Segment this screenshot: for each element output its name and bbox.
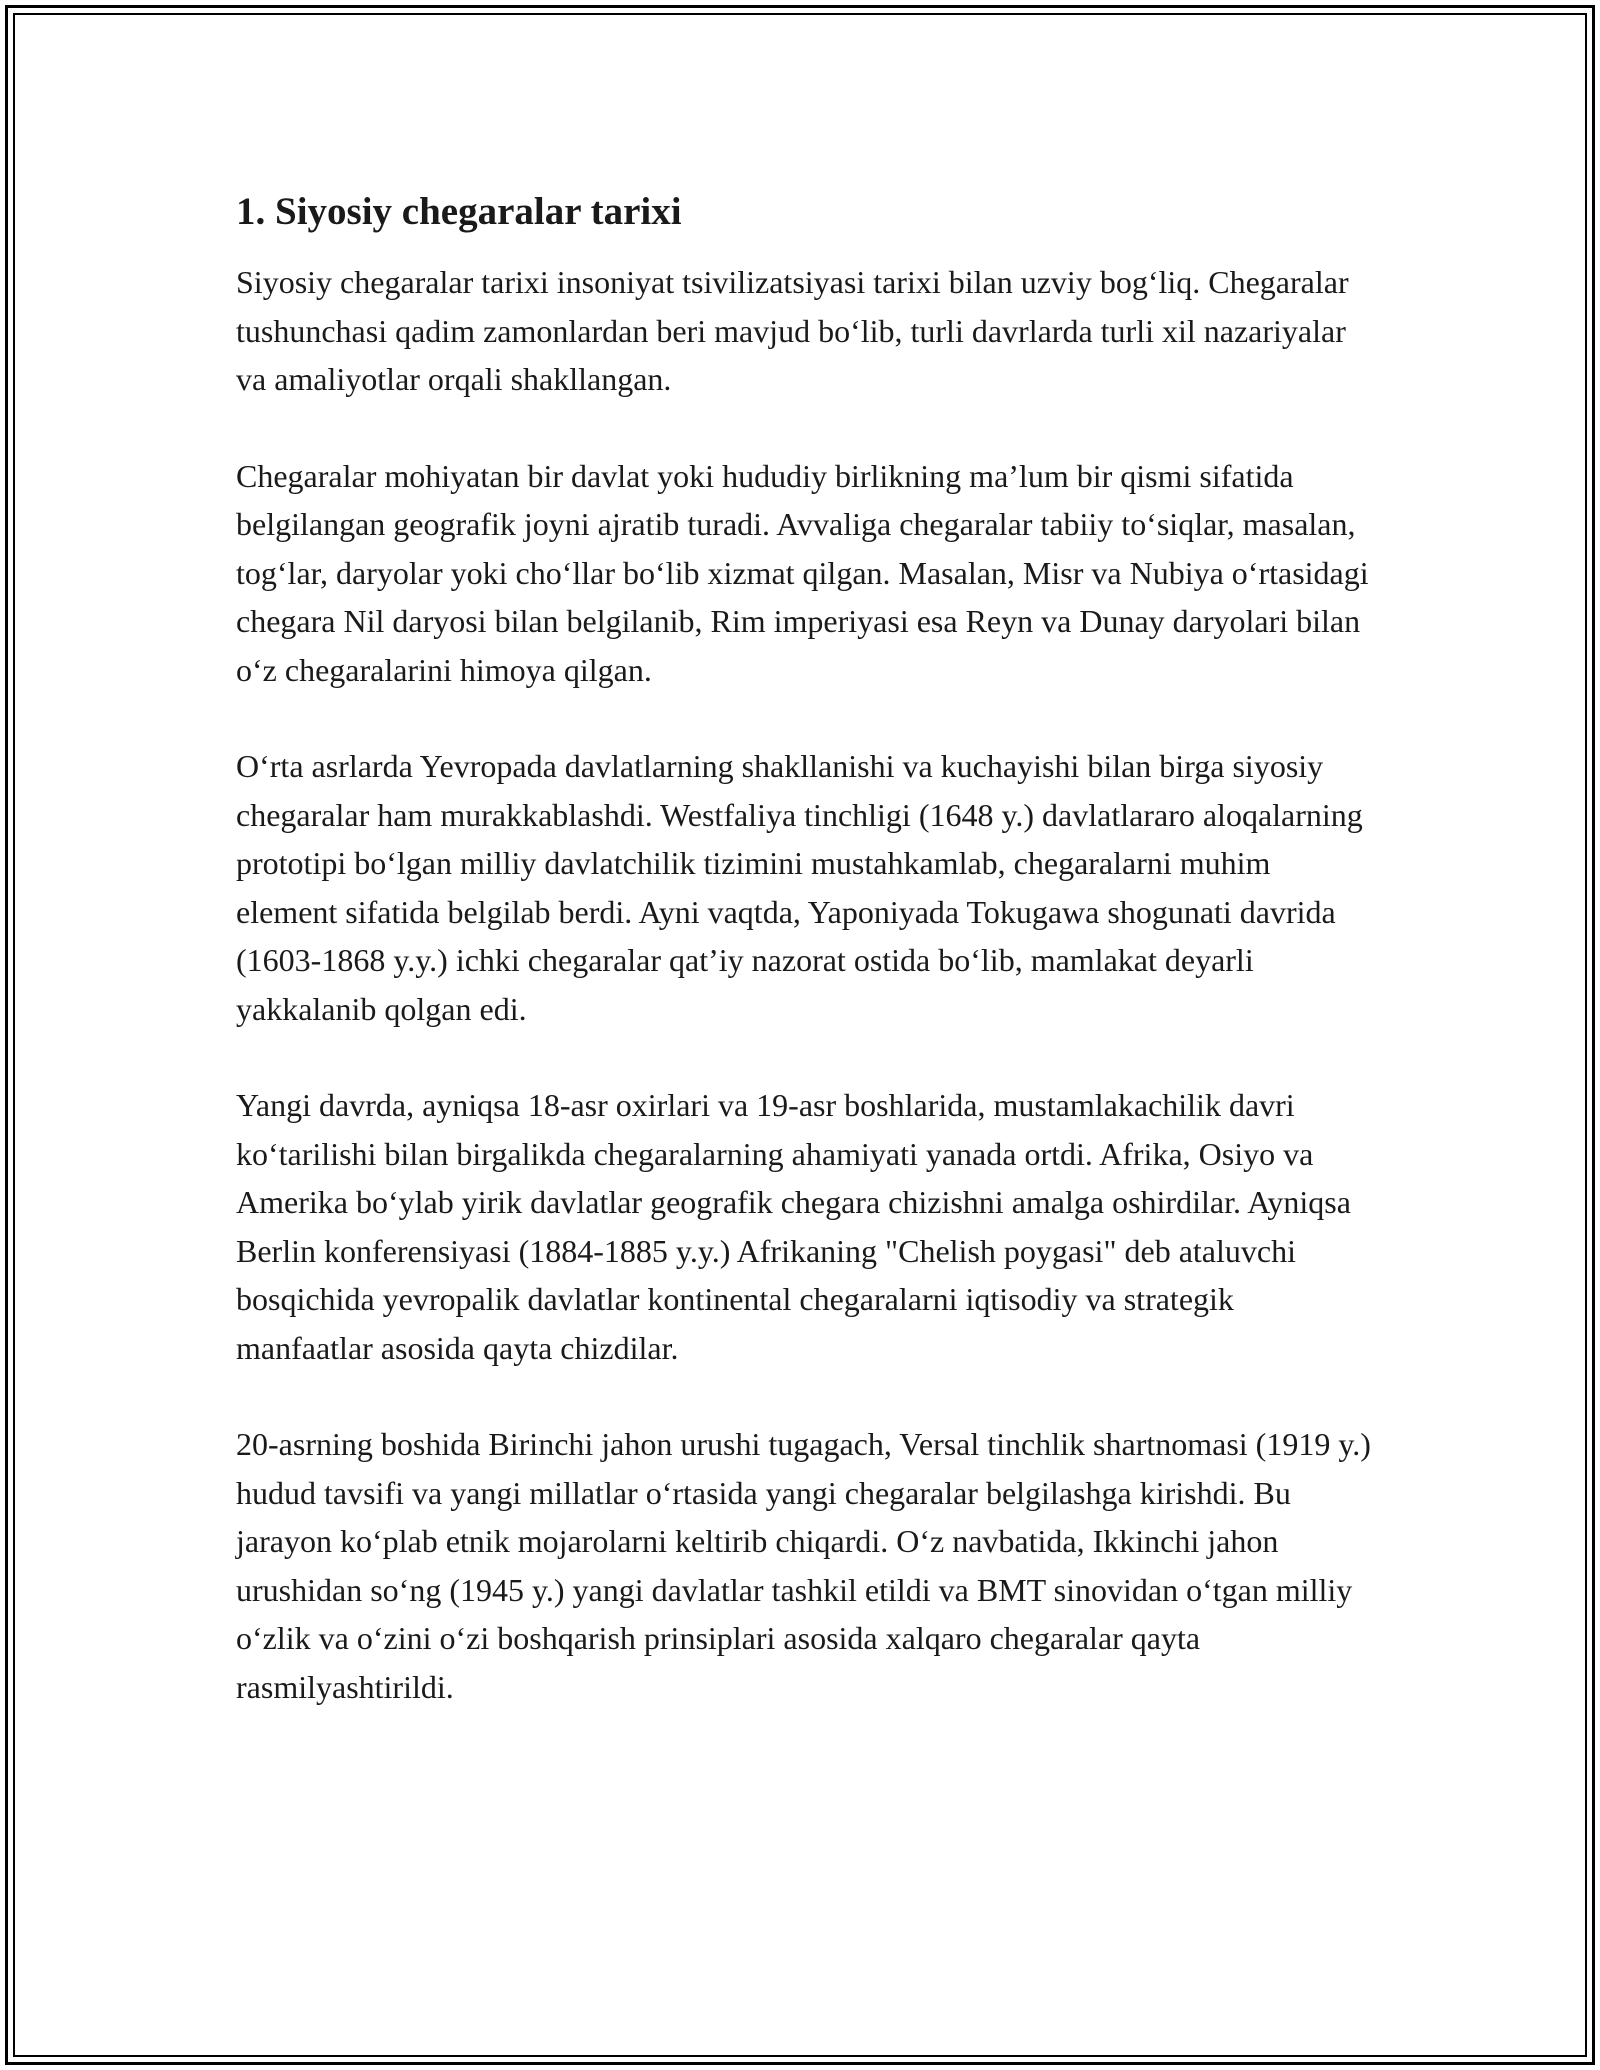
paragraph-5: 20-asrning boshida Birinchi jahon urushi tugagach, Versal tinchlik shartnomasi (1919 y.) hudud tavsifi va yangi millatlar o‘rtasida yangi chegaralar belgilashga kirishdi. Bu jarayon ko‘plab etnik mojarolarni keltirib chiqardi. O‘z navbatida, Ikkinchi jahon urushidan so‘ng (1945 y.) yangi davlatlar tashkil etildi va BMT sinovidan o‘tgan milliy o‘zlik va o‘zini o‘zi boshqarish prinsiplari asosida xalqaro chegaralar qayta rasmilyashtirildi. <box>236 1426 1371 1705</box>
paragraph-2: Chegaralar mohiyatan bir davlat yoki hududiy birlikning ma’lum bir qismi sifatida belgilangan geografik joyni ajratib turadi. Avvaliga chegaralar tabiiy to‘siqlar, masalan, tog‘lar, daryolar yoki cho‘llar bo‘lib xizmat qilgan. Masalan, Misr va Nubiya o‘rtasidagi chegara Nil daryosi bilan belgilanib, Rim imperiyasi esa Reyn va Dunay daryolari bilan o‘z chegaralarini himoya qilgan. <box>236 457 1369 688</box>
paragraph-4: Yangi davrda, ayniqsa 18-asr oxirlari va 19-asr boshlarida, mustamlakachilik davri ko‘tarilishi bilan birgalikda chegaralarning ahamiyati yanada ortdi. Afrika, Osiyo va Amerika bo‘ylab yirik davlatlar geografik chegara chizishni amalga oshirdilar. Ayniqsa Berlin konferensiyasi (1884-1885 y.y.) Afrikaning "Chelish poygasi" deb ataluvchi bosqichida yevropalik davlatlar kontinental chegaralarni iqtisodiy va strategik manfaatlar asosida qayta chizdilar. <box>236 1087 1351 1366</box>
paragraph-3: O‘rta asrlarda Yevropada davlatlarning shakllanishi va kuchayishi bilan birga siyosiy chegaralar ham murakkablashdi. Westfaliya tinchligi (1648 y.) davlatlararo aloqalarning prototipi bo‘lgan milliy davlatchilik tizimini mustahkamlab, chegaralarni muhim element sifatida belgilab berdi. Ayni vaqtda, Yaponiyada Tokugawa shogunati davrida (1603-1868 y.y.) ichki chegaralar qat’iy nazorat ostida bo‘lib, mamlakat deyarli yakkalanib qolgan edi. <box>236 748 1363 1027</box>
document-body <box>236 184 1376 1759</box>
section-title: 1. Siyosiy chegaralar tarixi <box>236 190 682 233</box>
paragraph-1: Siyosiy chegaralar tarixi insoniyat tsivilizatsiyasi tarixi bilan uzviy bog‘liq. Chegaralar tushunchasi qadim zamonlardan beri mavjud bo‘lib, turli davrlarda turli xil nazariyalar va amaliyotlar orqali shakllangan. <box>236 264 1349 397</box>
